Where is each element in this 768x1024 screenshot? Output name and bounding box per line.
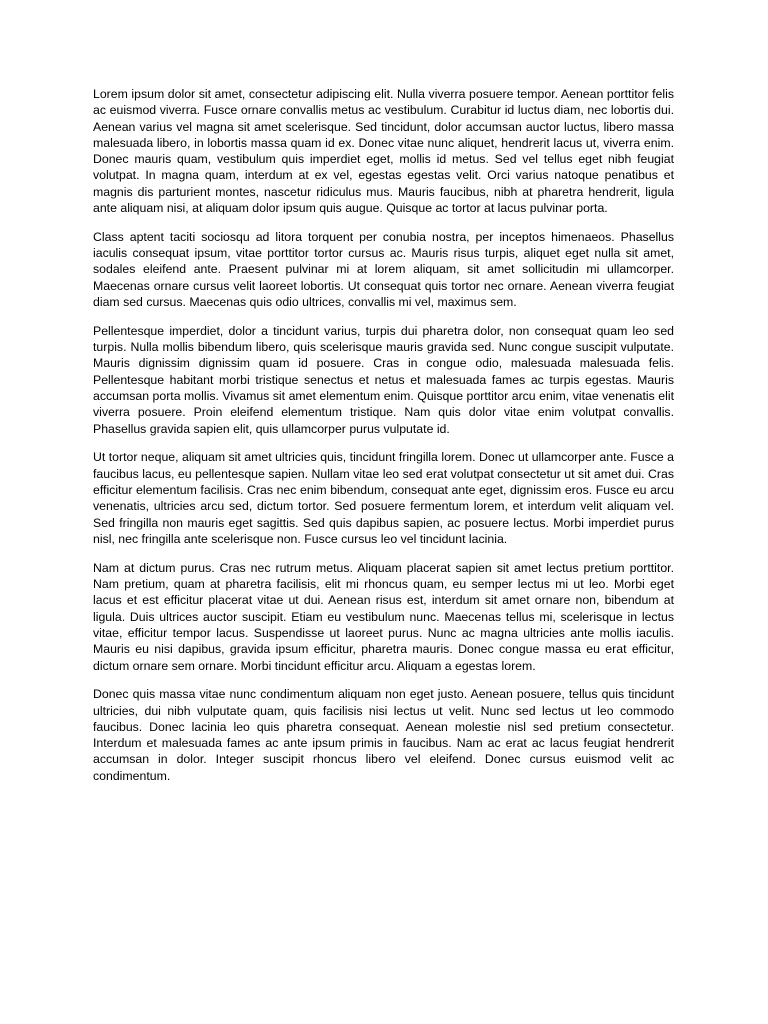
body-text: [93, 86, 674, 797]
paragraph-2: Class aptent taciti sociosqu ad litora torquent per conubia nostra, per inceptos himenaeos. Phasellus iaculis consequat ipsum, vitae porttitor tortor cursus ac. Mauris risus turpis, aliquet eget nulla sit amet, sodales eleifend ante. Praesent pulvinar mi at lorem aliquam, sit amet sollicitudin mi ullamcorper. Maecenas ornare cursus velit laoreet lobortis. Ut consequat quis tortor nec ornare. Aenean viverra feugiat diam sed cursus. Maecenas quis odio ultrices, convallis mi vel, maximus sem.: [93, 229, 674, 310]
paragraph-4: Ut tortor neque, aliquam sit amet ultricies quis, tincidunt fringilla lorem. Donec ut ullamcorper ante. Fusce a faucibus lacus, eu pellentesque sapien. Nullam vitae leo sed erat volutpat consectetur ut sit amet dui. Cras efficitur elementum facilisis. Cras nec enim bibendum, consequat ante eget, dignissim eros. Fusce eu arcu venenatis, ultricies arcu sed, dictum tortor. Sed posuere fermentum lorem, et interdum velit aliquam vel. Sed fringilla non mauris eget sagittis. Sed quis dapibus sapien, ac posuere lectus. Morbi imperdiet purus nisl, nec fringilla ante scelerisque non. Fusce cursus leo vel tincidunt lacinia.: [93, 450, 674, 546]
paragraph-3: Pellentesque imperdiet, dolor a tincidunt varius, turpis dui pharetra dolor, non consequat quam leo sed turpis. Nulla mollis bibendum libero, quis scelerisque mauris gravida sed. Nunc congue suscipit vulputate. Mauris dignissim dignissim quam id posuere. Cras in congue odio, malesuada malesuada felis. Pellentesque habitant morbi tristique senectus et netus et malesuada fames ac turpis egestas. Mauris accumsan porta mollis. Vivamus sit amet elementum enim. Quisque porttitor arcu enim, vitae venenatis elit viverra posuere. Proin eleifend elementum tristique. Nam quis dolor vitae enim volutpat convallis. Phasellus gravida sapien elit, quis ullamcorper purus vulputate id.: [93, 323, 674, 436]
paragraph-6: Donec quis massa vitae nunc condimentum aliquam non eget justo. Aenean posuere, tellus quis tincidunt ultricies, dui nibh vulputate quam, quis facilisis nisi lectus ut velit. Nunc sed lectus ut leo commodo faucibus. Donec lacinia leo quis pharetra consequat. Aenean molestie nisl sed pretium consectetur. Interdum et malesuada fames ac ante ipsum primis in faucibus. Nam ac erat ac lacus feugiat hendrerit accumsan in dolor. Integer suscipit rhoncus libero vel eleifend. Donec cursus euismod velit ac condimentum.: [93, 687, 674, 783]
paragraph-5: Nam at dictum purus. Cras nec rutrum metus. Aliquam placerat sapien sit amet lectus pretium porttitor. Nam pretium, quam at pharetra facilisis, elit mi rhoncus quam, eu semper lectus mi ut leo. Morbi eget lacus et est efficitur placerat vitae ut dui. Aenean risus est, interdum sit amet ornare non, bibendum at ligula. Duis ultrices auctor suscipit. Etiam eu vestibulum nunc. Maecenas tellus mi, scelerisque in lectus vitae, efficitur tempor lacus. Suspendisse ut laoreet purus. Nunc ac magna ultricies ante mollis iaculis. Mauris eu nisi dapibus, gravida ipsum efficitur, pharetra mauris. Donec congue massa eu erat efficitur, dictum ornare sem ornare. Morbi tincidunt efficitur arcu. Aliquam a egestas lorem.: [93, 560, 674, 673]
paragraph-1: Lorem ipsum dolor sit amet, consectetur adipiscing elit. Nulla viverra posuere tempor. Aenean porttitor felis ac euismod viverra. Fusce ornare convallis metus ac vestibulum. Curabitur id luctus diam, nec lobortis dui. Aenean varius vel magna sit amet scelerisque. Sed tincidunt, dolor accumsan auctor luctus, libero massa malesuada libero, in lobortis massa quam id ex. Donec vitae nunc aliquet, hendrerit lacus ut, viverra enim. Donec mauris quam, vestibulum quis imperdiet eget, mollis id metus. Sed vel tellus eget nibh feugiat volutpat. In magna quam, interdum at ex vel, egestas egestas velit. Orci varius natoque penatibus et magnis dis parturient montes, nascetur ridiculus mus. Mauris faucibus, nibh at pharetra hendrerit, ligula ante aliquam nisi, at aliquam dolor ipsum quis augue. Quisque ac tortor at lacus pulvinar porta.: [93, 87, 674, 216]
